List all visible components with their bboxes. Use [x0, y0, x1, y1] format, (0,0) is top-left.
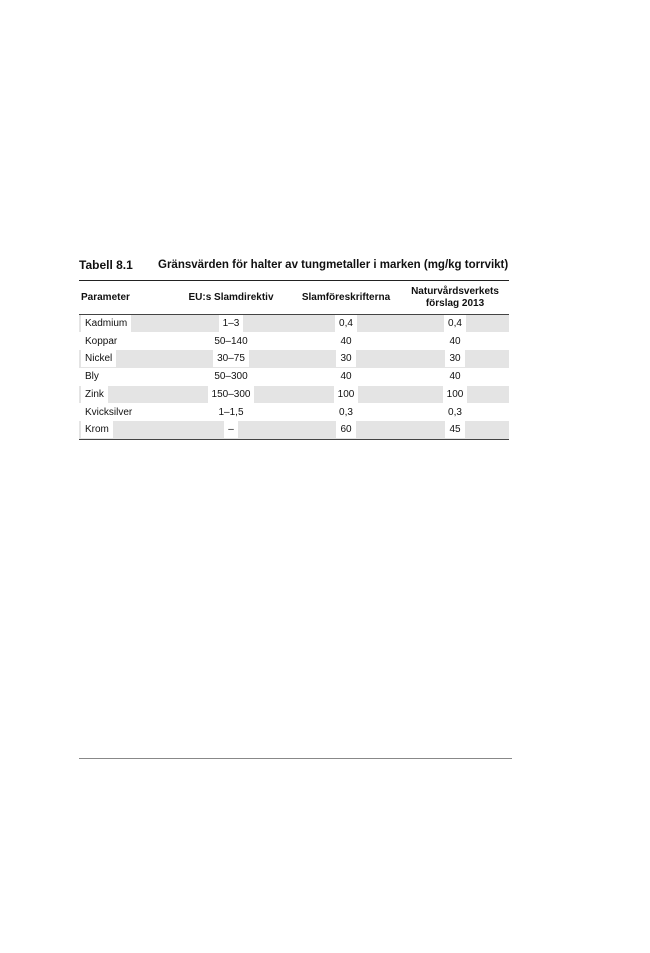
column-header-parameter: Parameter — [81, 292, 130, 303]
table-cell: 0,4 — [401, 315, 509, 333]
table-cell: Koppar — [85, 335, 118, 347]
column-header-epa-proposal: Naturvårdsverkets förslag 2013 — [411, 286, 499, 309]
table-cell: 100 — [401, 386, 509, 404]
table-cell: 30 — [291, 350, 401, 368]
table-cell: 60 — [291, 421, 401, 439]
table-row — [79, 315, 509, 333]
table-cell: 150–300 — [171, 386, 291, 404]
table-row — [79, 403, 509, 421]
table-cell: Bly — [85, 371, 99, 383]
footnote-divider — [79, 758, 512, 759]
table-cell: 50–300 — [214, 371, 248, 383]
heavy-metals-table — [79, 280, 509, 440]
table-cell: Kvicksilver — [85, 406, 133, 418]
column-header-eu-directive: EU:s Slamdirektiv — [188, 292, 274, 303]
table-cell: Zink — [79, 386, 171, 404]
table-number: Tabell 8.1 — [79, 258, 133, 272]
table-cell: Krom — [79, 421, 171, 439]
table-cell: 40 — [449, 335, 461, 347]
table-cell: 0,4 — [291, 315, 401, 333]
table-cell: 1–3 — [171, 315, 291, 333]
table-cell: Kadmium — [79, 315, 171, 333]
table-cell: 1–1,5 — [218, 406, 244, 418]
table-cell: 0,3 — [339, 406, 353, 418]
table-cell: 0,3 — [448, 406, 462, 418]
table-row — [79, 421, 509, 439]
table-title: Gränsvärden för halter av tungmetaller i marken (mg/kg torrvikt) — [158, 259, 509, 271]
table-cell: Nickel — [79, 350, 171, 368]
table-row — [79, 350, 509, 368]
table-cell: 40 — [449, 371, 461, 383]
table-cell: 45 — [401, 421, 509, 439]
table-cell: 40 — [340, 335, 352, 347]
table-cell: 30 — [401, 350, 509, 368]
table-caption — [79, 256, 519, 274]
table-row — [79, 332, 509, 350]
table-header-row — [79, 281, 509, 315]
table-row — [79, 368, 509, 386]
table-cell: – — [171, 421, 291, 439]
table-cell: 30–75 — [171, 350, 291, 368]
table-cell: 40 — [340, 371, 352, 383]
table-cell: 100 — [291, 386, 401, 404]
column-header-sludge-regulations: Slamföreskrifterna — [301, 292, 391, 303]
table-row — [79, 386, 509, 404]
table-cell: 50–140 — [214, 335, 248, 347]
